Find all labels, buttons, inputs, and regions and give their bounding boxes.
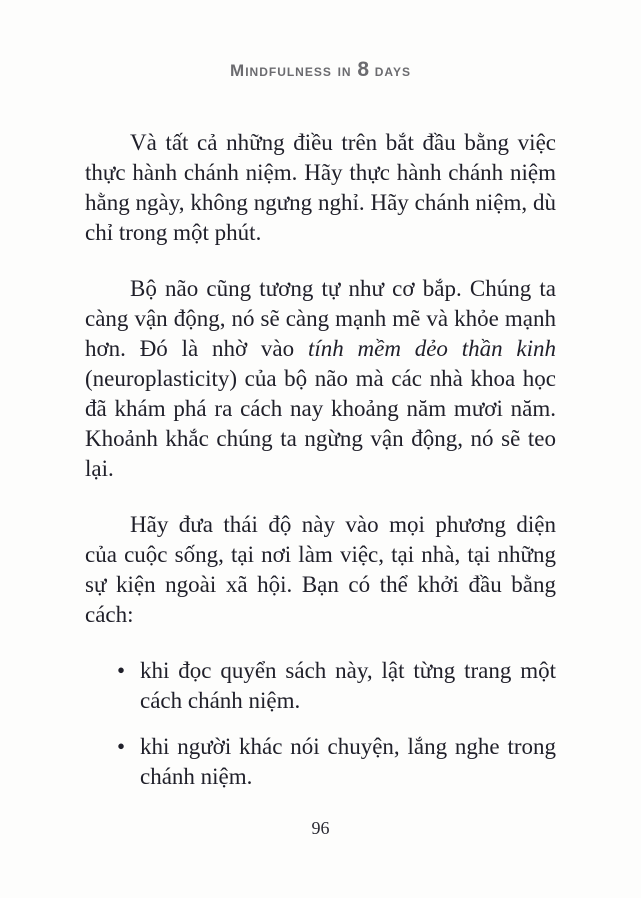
running-header [0,58,641,82]
bullet-list [85,656,556,792]
paragraph-2 [85,274,556,484]
paragraph-2-text-after: (neuroplasticity) của bộ não mà các nhà khoa học đã khám phá ra cách nay khoảng năm mươi năm. Khoảnh khắc chúng ta ngừng vận động, nó sẽ teo lại. [85,366,556,481]
paragraph-2-text: Bộ não cũng tương tự như cơ bắp. Chúng ta càng vận động, nó sẽ càng mạnh mẽ và khỏe mạnh hơn. Đó là nhờ vào [85,276,556,361]
bullet-icon: • [117,658,126,683]
running-header-number: 8 [357,58,369,81]
list-item-text: khi người khác nói chuyện, lắng nghe trong chánh niệm. [140,734,556,789]
paragraph-1: Và tất cả những điều trên bắt đầu bằng việc thực hành chánh niệm. Hãy thực hành chánh niệm hằng ngày, không ngưng nghỉ. Hãy chánh niệm, dù chỉ trong một phút. [85,130,556,245]
running-header-prefix: Mindfulness in [230,61,358,80]
paragraph-3: Hãy đưa thái độ này vào mọi phương diện của cuộc sống, tại nơi làm việc, tại nhà, tại những sự kiện ngoài xã hội. Bạn có thể khởi đầu bằng cách: [85,512,556,627]
page-body [85,128,556,808]
paragraph-2-italic-term: tính mềm dẻo thần kinh [307,336,556,361]
running-header-suffix: days [369,61,411,80]
list-item [117,732,556,792]
bullet-icon: • [117,734,126,759]
list-item-text: khi đọc quyển sách này, lật từng trang một cách chánh niệm. [140,658,556,713]
page-number: 96 [311,818,330,838]
list-item [117,656,556,716]
